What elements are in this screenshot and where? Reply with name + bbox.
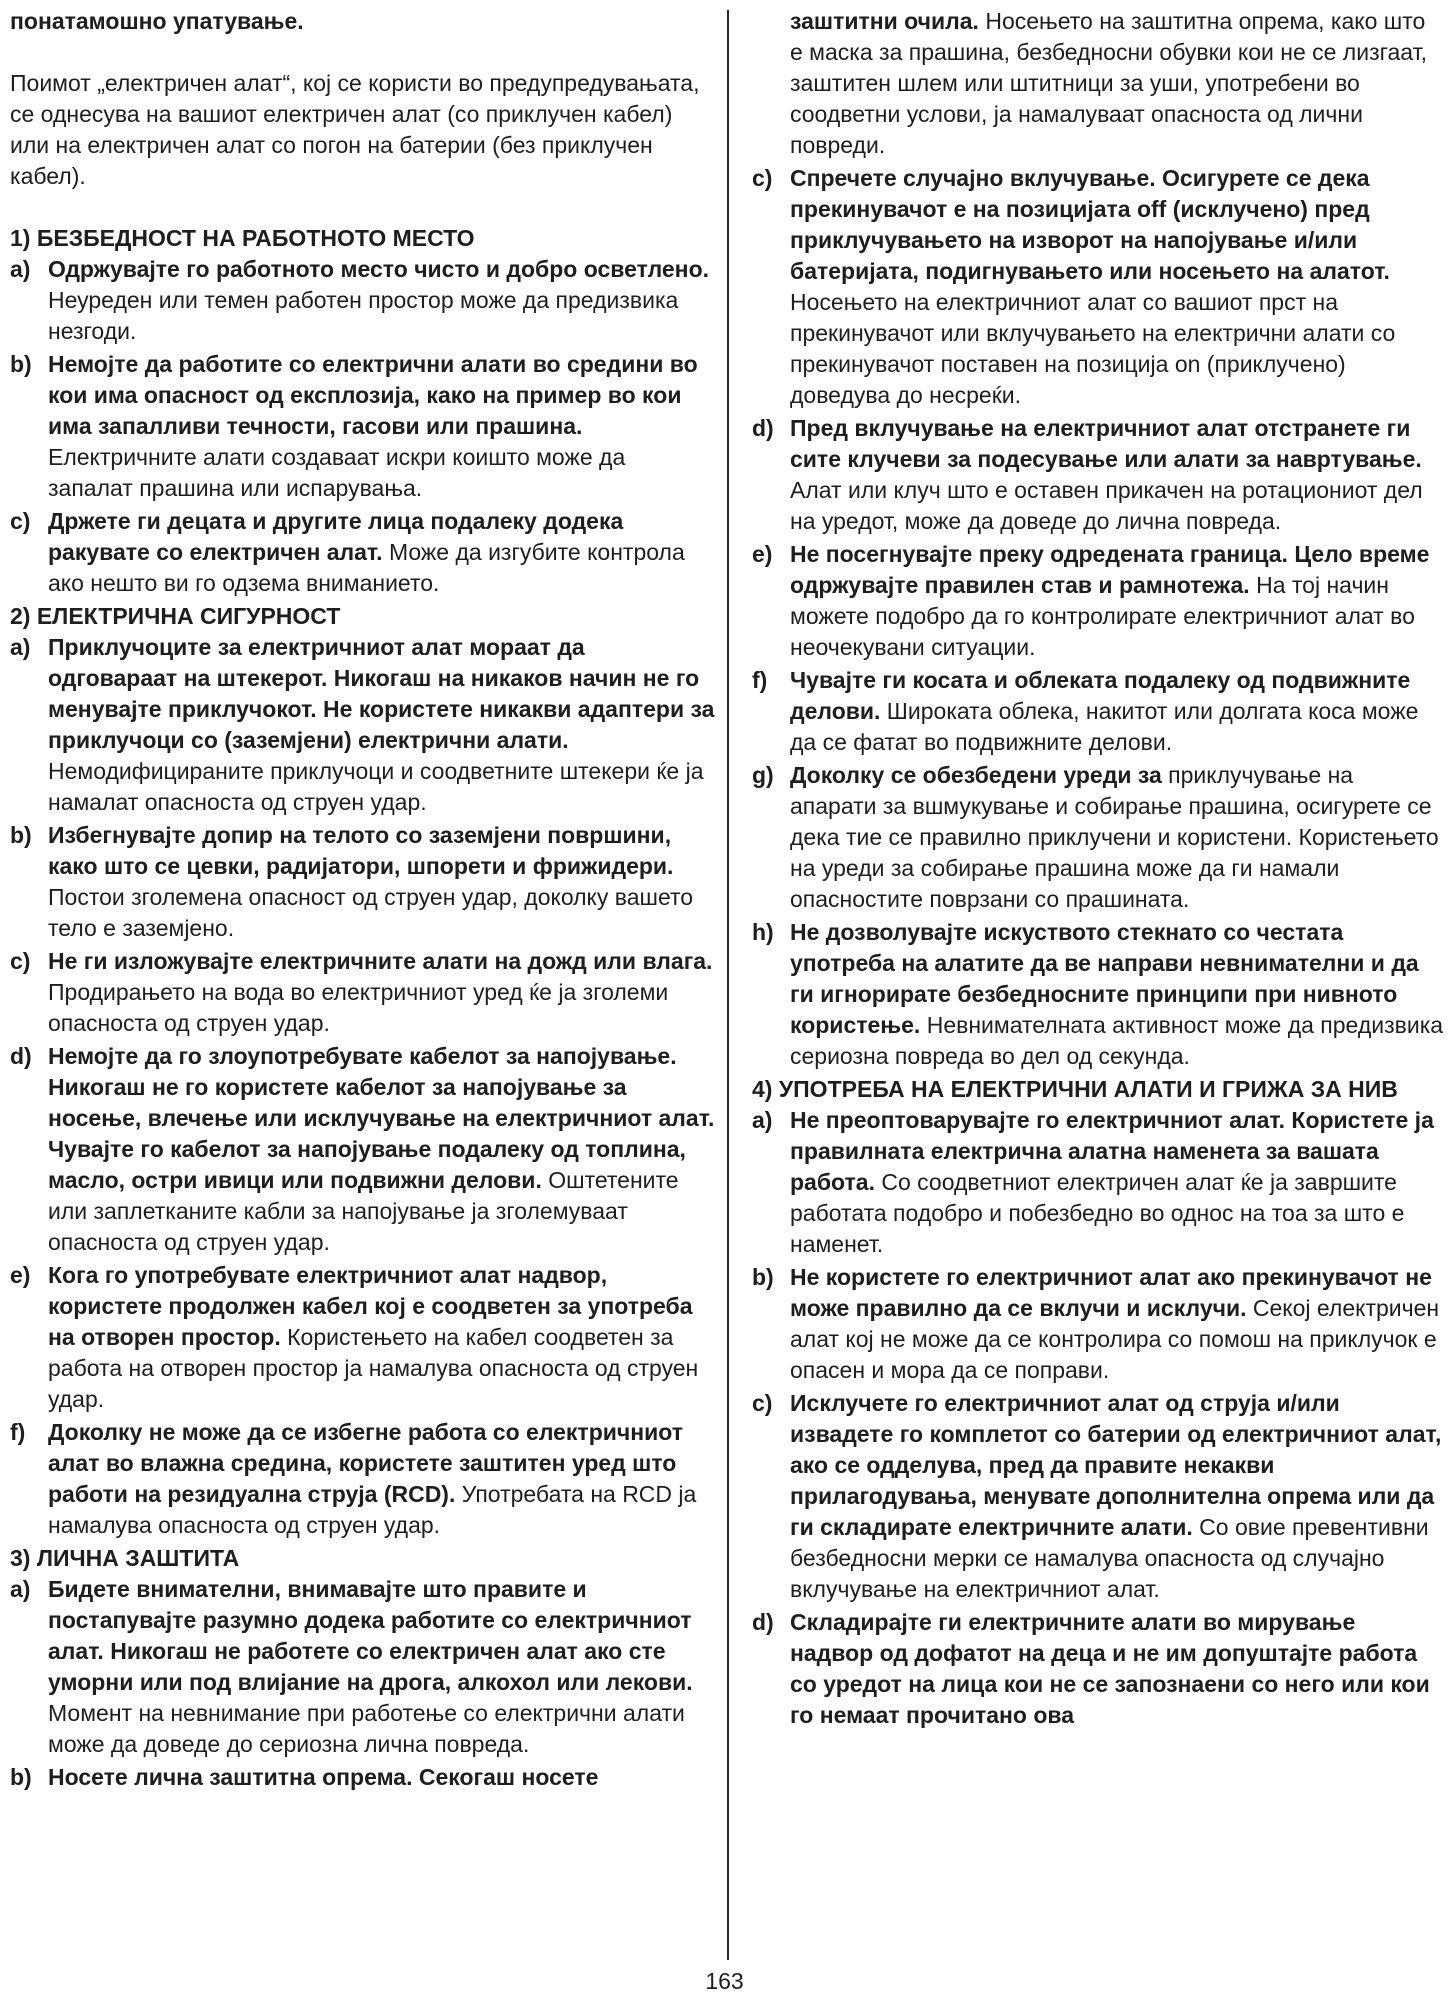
list-item [752,539,1444,663]
item-label: c) [752,165,773,191]
item-label: g) [752,762,774,788]
item-text: Секој електричен алат кој не може да се контролира со помош на приклучок е опасен и мора да се поправи. [790,1295,1440,1383]
item-bold-text: Доколку се обезбедени уреди за [790,762,1162,788]
item-label: a) [752,1107,773,1133]
item-bold-text: заштитни очила. [790,8,979,34]
item-label: e) [10,1262,31,1288]
section-2 [10,601,715,1541]
list-item [752,163,1444,411]
spacer [10,37,715,68]
spacer [10,192,715,223]
left-column [10,6,715,1795]
section-3 [10,1543,715,1793]
item-bold-text: Складирајте ги електричните алати во мирување надвор од дофатот на деца и не им допуштајте работа со уредот на лица кои не се запознаени со него или кои го немаат прочитано ова [790,1609,1430,1728]
item-text: Немодифицираните приклучоци и соодветните штекери ќе ја намалат опасноста од струен удар. [48,758,704,815]
item-bold-text: Не дозволувајте искуството стекнато со честата употреба на алатите да ве направи невнимателни и да ги игнорирате безбедносните принципи при нивното користење. [790,919,1419,1038]
item-text: Продирањето на вода во електричниот уред ќе ја зголеми опасноста од струен удар. [48,979,669,1036]
intro-paragraph: Поимот „електричен алат“, кој се користи во предупредувањата, се однесува на вашиот електричен алат (со приклучен кабел) или на електричен алат со погон на батерии (без приклучен кабел). [10,70,700,189]
item-label: f) [752,667,768,693]
list-item [752,917,1444,1072]
item-bold-text: Држете ги децата и другите лица подалеку додека ракувате со електричен алат. [48,508,624,565]
item-bold-text: Исклучете го електричниот алат од струја и/или извадете го комплетот со батерии од електричниот алат, ако се одделува, пред да правите некакви прилагодувања, менувате дополнителна опрема или да ги складирате електричните алати. [790,1390,1442,1540]
list-item [752,413,1444,537]
list-item [10,1762,715,1793]
list-item [10,506,715,599]
column-divider [727,10,729,1960]
item-bold-text: Пред вклучување на електричниот алат отстранете ги сите клучеви за подесување или алати за навртување. [790,415,1422,472]
top-line: понатамошно упатување. [10,8,304,34]
item-bold-text: Чувајте ги косата и облеката подалеку од подвижните делови. [790,667,1411,724]
list-item [10,254,715,347]
list-item [10,1260,715,1415]
item-label: c) [752,1390,773,1416]
item-text: Може да изгубите контрола ако нешто ви го одзема вниманието. [48,539,685,596]
item-bold-text: Избегнувајте допир на телото со заземјени површини, како што се цевки, радијатори, шпорети и фрижидери. [48,822,674,879]
item-text: Употребата на RCD ја намалува опасноста од струен удар. [48,1481,697,1538]
section-heading: 4) УПОТРЕБА НА ЕЛЕКТРИЧНИ АЛАТИ И ГРИЖА ЗА НИВ [752,1076,1398,1102]
item-bold-text: Приклучоците за електричниот алат мораат да одговараат на штекерот. Никогаш на никаков начин не го менувајте приклучокот. Не користете никакви адаптери за приклучоци со (заземјени) електрични алати. [48,634,715,753]
item-label: h) [752,919,774,945]
item-label: b) [10,1764,32,1790]
item-label: d) [752,1609,774,1635]
item-label: b) [10,351,32,377]
list-item [752,1607,1444,1731]
item-text: Алат или клуч што е оставен прикачен на ротациониот дел на уредот, може да доведе до лична повреда. [790,477,1423,534]
list-item [10,1417,715,1541]
item-bold-text: Носете лична заштитна опрема. Секогаш носете [48,1764,599,1790]
item-bold-text: Немојте да работите со електрични алати во средини во кои има опасност од експлозија, како на пример во кои има запалливи течности, гасови или прашина. [48,351,698,439]
item-bold-text: Не преоптоварувајте го електричниот алат. Користете ја правилната електрична алатна наменета за вашата работа. [790,1107,1434,1195]
page-number: 163 [705,1968,744,1994]
item-label: c) [10,948,31,974]
item-text: Широката облека, накитот или долгата коса може да се фатат во подвижните делови. [790,698,1419,755]
item-text: Невнимателната активност може да предизвика сериозна повреда во дел од секунда. [790,1012,1444,1069]
item-text: Електричните алати создаваат искри коишто може да запалат прашина или испарувања. [48,444,626,501]
section-4 [752,1074,1444,1731]
item-label: a) [10,634,31,660]
right-column [752,6,1444,1733]
item-text: приклучување на апарати за вшмукување и собирање прашина, осигурете се дека тие се правилно приклучени и користени. Користењето на уреди за собирање прашина може да ги намали опасностите поврзани со прашината. [790,762,1439,912]
item-text: Носењето на заштитна опрема, како што е маска за прашина, безбедносни обувки кои не се лизгаат, заштитен шлем или штитници за уши, употребени во соодветни услови, ја намалуваат опасноста од лични повреди. [790,8,1427,158]
item-text: Носењето на електричниот алат со вашиот прст на прекинувачот или вклучувањето на електрични алати со прекинувачот поставен на позиција on (приклучено) доведува до несреќи. [790,289,1396,408]
item-text: Постои зголемена опасност од струен удар, доколку вашето тело е заземјено. [48,884,694,941]
list-item [752,665,1444,758]
item-label: f) [10,1419,26,1445]
item-text: Неуреден или темен работен простор може да предизвика незгоди. [48,287,679,344]
list-item [10,632,715,818]
item-label: a) [10,1576,31,1602]
list-item [10,1574,715,1760]
item-bold-text: Не посегнувајте преку одредената граница. Цело време одржувајте правилен став и рамнотежа. [790,541,1430,598]
item-text: На тој начин можете подобро да го контролирате електричниот алат во неочекувани ситуации. [790,572,1415,660]
list-item [10,820,715,944]
list-item [10,1041,715,1258]
list-item [10,349,715,504]
item-text: Со овие превентивни безбедносни мерки се намалува опасноста од случајно вклучување на електричниот алат. [790,1514,1429,1602]
list-item [752,760,1444,915]
list-item [752,1105,1444,1260]
section-1 [10,223,715,599]
item-label: c) [10,508,31,534]
section-heading: 3) ЛИЧНА ЗАШТИТА [10,1545,240,1571]
item-bold-text: Не користете го електричниот алат ако прекинувачот не може правилно да се вклучи и исклучи. [790,1264,1432,1321]
item-text: Со соодветниот електричен алат ќе ја завршите работата подобро и побезбедно во однос на тоа за што е наменет. [790,1169,1405,1257]
item-bold-text: Одржувајте го работното место чисто и добро осветлено. [48,256,710,282]
item-bold-text: Доколку не може да се избегне работа со електричниот алат во влажна средина, користете заштитен уред што работи на резидуална струја (RCD). [48,1419,684,1507]
list-item [10,946,715,1039]
item-label: b) [752,1264,774,1290]
item-label: d) [10,1043,32,1069]
item-label: a) [10,256,31,282]
section-heading: 1) БЕЗБЕДНОСТ НА РАБОТНОТО МЕСТО [10,225,475,251]
item-label: b) [10,822,32,848]
section-heading: 2) ЕЛЕКТРИЧНА СИГУРНОСТ [10,603,341,629]
item-bold-text: Немојте да го злоупотребувате кабелот за напојување. Никогаш не го користете кабелот за напојување за носење, влечење или исклучување на електричниот алат. Чувајте го кабелот за напојување подалеку од топлина, масло, остри ивици или подвижни делови. [48,1043,715,1193]
item-label: d) [752,415,774,441]
list-item [752,1388,1444,1605]
list-item [752,1262,1444,1386]
item-bold-text: Бидете внимателни, внимавајте што правите и постапувајте разумно додека работите со електричниот алат. Никогаш не работете со електричен алат ако сте уморни или под влијание на дрога, алкохол или лекови. [48,1576,693,1695]
item-text: Оштетените или заплетканите кабли за напојување ја зголемуваат опасноста од струен удар. [48,1167,679,1255]
continuation-paragraph [752,6,1444,161]
item-text: Момент на невнимание при работење со електрични алати може да доведе до сериозна лична повреда. [48,1700,685,1757]
item-bold-text: Спречете случајно вклучување. Осигурете се дека прекинувачот е на позицијата off (исклучено) пред приклучувањето на изворот на напојување и/или батеријата, подигнувањето или носењето на алатот. [790,165,1390,284]
item-text: Користењето на кабел соодветен за работа на отворен простор ја намалува опасноста од струен удар. [48,1324,699,1412]
item-bold-text: Не ги изложувајте електричните алати на дожд или влага. [48,948,713,974]
item-bold-text: Кога го употребувате електричниот алат надвор, користете продолжен кабел кој е соодветен за употреба на отворен простор. [48,1262,693,1350]
item-label: e) [752,541,773,567]
